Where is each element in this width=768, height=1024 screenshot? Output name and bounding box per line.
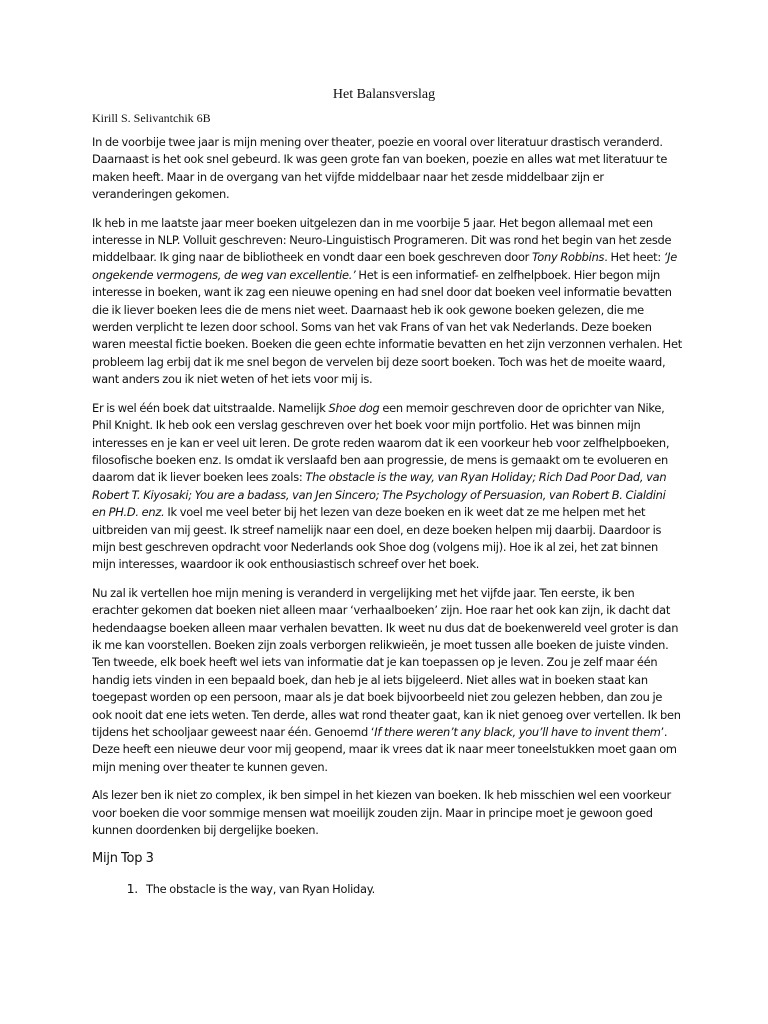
- list-item-number: 1.: [126, 881, 138, 897]
- document-title: Het Balansverslag: [332, 87, 436, 102]
- top-3-heading: Mijn Top 3: [92, 851, 154, 867]
- paragraph-4-text-c: ’. Deze heeft een nieuwe deur voor mij geopend, maar ik vrees dat ik naar meer toneelstukken moet gaan om mijn mening over theater te kunnen geven.: [92, 725, 677, 774]
- paragraph-3-text-c: een memoir geschreven door de oprichter van Nike, Phil Knight. Ik heb ook een verslag geschreven over het boek voor mijn portfolio. Het was binnen mijn interesses en je kan er veel uit leren. De grote reden waarom dat ik een voorkeur heb voor zelfhelpboeken, filosofische boeken enz. Is omdat ik verslaafd ben aan progressie, de mens is gemaakt om te evolueren en daarom dat ik liever boeken lees zoals:: [92, 400, 670, 485]
- paragraph-4: [92, 585, 682, 776]
- paragraph-2-text-e: Het is een informatief- en zelfhelpboek. Hier begon mijn interesse in boeken, want ik zag een nieuwe opening en had snel door dat boeken veel informatie bevatten die ik liever boeken lees die de mens niet weet. Daarnaast heb ik ook gewone boeken gelezen, die me werden verplicht te lezen door school. Soms van het vak Frans of van het vak Nederlands. Deze boeken waren meestal fictie boeken. Boeken die geen echte informatie bevatten en het zijn verzonnen verhalen. Het probleem lag erbij dat ik me snel begon de vervelen bij deze soort boeken. Toch was het de moeite waard, want anders zou ik niet weten of het iets voor mij is.: [92, 267, 682, 387]
- paragraph-3-text-e: Ik voel me veel beter bij het lezen van deze boeken en ik weet dat ze me helpen met het uitbreiden van mij geest. Ik streef namelijk naar een doel, en deze boeken helpen mij daarbij. Daardoor is mijn best geschreven opdracht voor Nederlands ook Shoe dog (volgens mij). Hoe ik al zei, het zat binnen mijn interesses, waardoor ik ook enthousiastisch schreef over het boek.: [92, 505, 662, 572]
- paragraph-5: Als lezer ben ik niet zo complex, ik ben simpel in het kiezen van boeken. Ik heb misschien wel een voorkeur voor boeken die voor sommige mensen wat moeilijk zouden zijn. Maar in principe moet je gewoon goed kunnen doordenken bij dergelijke boeken.: [92, 788, 671, 838]
- paragraph-2-text-a: Ik heb in me laatste jaar meer boeken uitgelezen dan in me voorbije 5 jaar. Het begon allemaal met een interesse in NLP. Volluit geschreven: Neuro-Linguistisch Programeren. Dit was rond het begin van het zesde middelbaar. Ik ging naar de bibliotheek en vondt daar een boek geschreven door: [92, 215, 672, 265]
- paragraph-1: In de voorbije twee jaar is mijn mening over theater, poezie en vooral over literatuur drastisch veranderd. Daarnaast is het ook snel gebeurd. Ik was geen grote fan van boeken, poezie en alles wat met literatuur te maken heeft. Maar in de overgang van het vijfde middelbaar naar het zesde middelbaar zijn er veranderingen gekomen.: [92, 135, 668, 202]
- author-line: Kirill S. Selivantchik 6B: [92, 111, 211, 125]
- paragraph-3-book-list: The obstacle is the way, van Ryan Holiday; Rich Dad Poor Dad, van Robert T. Kiyosaki; You are a badass, van Jen Sincero; The Psychology of Persuasion, van Robert B. Cialdini en PH.D. enz.: [92, 470, 667, 520]
- paragraph-3-text-a: Er is wel één boek dat uitstraalde. Namelijk: [92, 400, 329, 415]
- list-item-text: The obstacle is the way, van Ryan Holiday.: [146, 882, 375, 897]
- paragraph-4-text-a: Nu zal ik vertellen hoe mijn mening is veranderd in vergelijking met het vijfde jaar. Ten eerste, ik ben erachter gekomen dat boeken niet alleen maar ‘verhaalboeken’ zijn. Hoe raar het ook kan zijn, ik dacht dat hedendaagse boeken alleen maar verhalen bevatten. Ik weet nu dus dat de boekenwereld veel groter is dan ik me kan voorstellen. Boeken zijn zoals verborgen relikwieën, je moet tussen alle boeken de juiste vinden. Ten tweede, elk boek heeft wel iets van informatie dat je kan toepassen op je leven. Zou je zelf maar één handig iets vinden in een bepaald boek, dan heb je al iets bijgeleerd. Niet alles wat in boeken staat kan toegepast worden op een persoon, maar als je dat boek bijvoorbeeld niet zou gelezen hebben, dan zou je ook nooit dat ene iets weten. Ten derde, alles wat rond theater gaat, kan ik niet genoeg over vertellen. Ik ben tijdens het schooljaar geweest naar één. Genoemd ‘: [92, 585, 681, 739]
- document-body: [92, 134, 682, 899]
- paragraph-3-book-title: Shoe dog: [328, 400, 380, 415]
- paragraph-3: [92, 400, 682, 574]
- paragraph-2-text-c: . Het heet:: [604, 250, 664, 265]
- paragraph-2: [92, 215, 682, 389]
- top-3-list: [92, 880, 682, 898]
- paragraph-2-book-title: ‘Je ongekende vermogens, de weg van excellentie.’: [92, 250, 678, 282]
- paragraph-2-author-name: Tony Robbins: [531, 250, 605, 265]
- paragraph-4-play-title: If there weren’t any black, you’ll have to invent them: [374, 725, 661, 739]
- list-item: [92, 880, 682, 898]
